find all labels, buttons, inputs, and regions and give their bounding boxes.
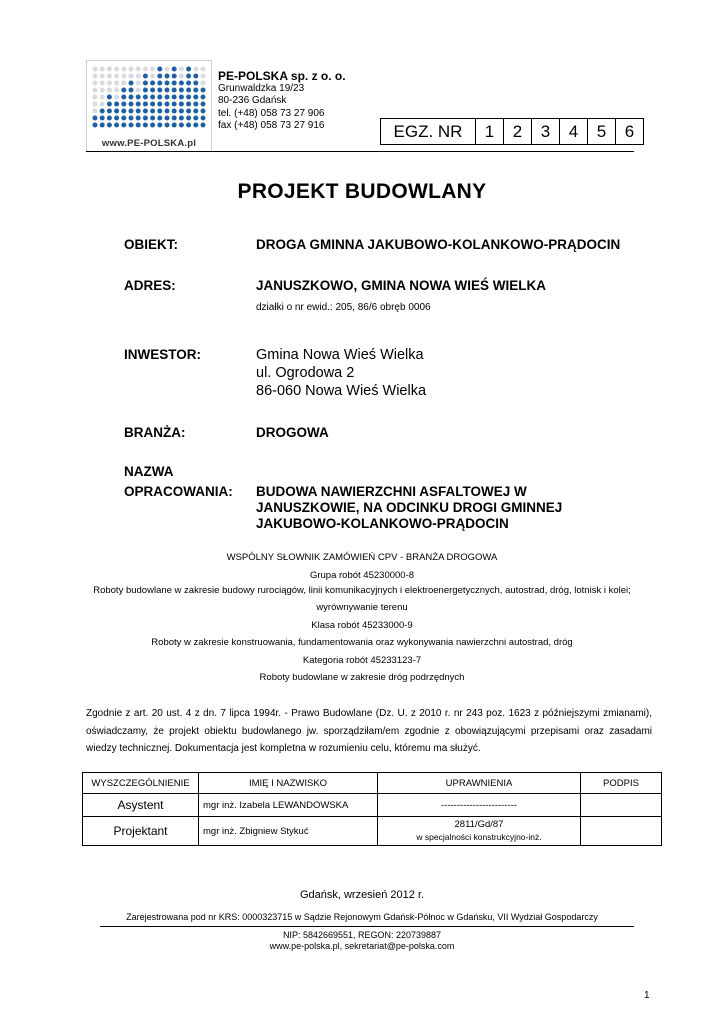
copy-number-box [380,118,644,145]
logo-dot [172,81,177,86]
cpv-group-desc: Roboty budowlane w zakresie budowy rurociągów, linii komunikacyjnych i elektroenergetycznych, autostrad, dróg, lotnisk i kolei; [93,585,631,596]
page-number: 1 [644,990,650,1001]
logo-dot [165,116,170,121]
logo-dot [165,88,170,93]
logo-dot [100,102,105,107]
logo-dot [179,109,184,114]
logo-dot [143,116,148,121]
logo-dot [157,67,162,72]
logo-dot [107,109,112,114]
logo-dot [193,116,198,121]
logo-dot [150,74,155,79]
contact-web-email: www.pe-polska.pl, sekretariat@pe-polska.com [269,941,455,951]
company-phone: tel. (+48) 058 73 27 906 [218,107,325,119]
logo-dot [179,123,184,128]
logo-dot [100,95,105,100]
logo-dot [201,95,206,100]
logo-dot [93,88,98,93]
logo-dot [193,88,198,93]
copy-number-label: EGZ. NR [381,119,476,144]
obiekt-value: DROGA GMINNA JAKUBOWO-KOLANKOWO-PRĄDOCIN [256,237,621,252]
logo-dot [201,109,206,114]
logo-dot [114,67,119,72]
logo-dot [143,88,148,93]
adres-value: JANUSZKOWO, GMINA NOWA WIEŚ WIELKA [256,278,546,293]
logo-dot [150,67,155,72]
inwestor-city: 86-060 Nowa Wieś Wielka [256,383,427,399]
logo-dot [150,102,155,107]
header-cell-name: IMIĘ I NAZWISKO [199,773,378,794]
branza-value: DROGOWA [256,425,329,440]
logo-dot [136,74,141,79]
logo-dot [93,95,98,100]
role-cell: Asystent [83,794,199,817]
logo-dot [172,116,177,121]
logo-dot [121,74,126,79]
logo-dot [186,74,191,79]
logo-dot [193,123,198,128]
logo-dot [136,116,141,121]
logo-dot [193,81,198,86]
cpv-class: Klasa robót 45233000-9 [311,620,413,631]
logo-dot [114,88,119,93]
logo-dot [114,102,119,107]
logo-dot [172,102,177,107]
logo-dot [114,109,119,114]
logo-dot [121,95,126,100]
logo-dot [172,74,177,79]
logo-dot [201,88,206,93]
logo-dot [165,123,170,128]
logo-dot [107,74,112,79]
logo-dot [129,88,134,93]
copy-number-1: 1 [476,119,504,144]
logo-dot [121,102,126,107]
registration-info: Zarejestrowana pod nr KRS: 0000323715 w Sądzie Rejonowym Gdańsk-Północ w Gdańsku, VII Wydział Gospodarczy [126,912,598,922]
logo-dot [136,109,141,114]
logo-dot [193,102,198,107]
logo-dot [114,74,119,79]
logo-dot [172,67,177,72]
header-cell-role: WYSZCZEGÓLNIENIE [83,773,199,794]
name-cell: mgr inż. Izabela LEWANDOWSKA [199,794,378,817]
logo-dot [172,109,177,114]
logo-dot [186,109,191,114]
logo-dot [100,67,105,72]
logo-dot [150,95,155,100]
logo-dot [186,81,191,86]
logo-dot [129,123,134,128]
logo-dot [179,88,184,93]
logo-dot [100,109,105,114]
table-header-row [83,773,662,794]
logo-dot [143,67,148,72]
logo-dot [121,116,126,121]
company-street: Grunwaldzka 19/23 [218,82,305,94]
logo-dot [201,123,206,128]
logo-dot [107,123,112,128]
role-cell: Projektant [83,817,199,846]
logo-dot [165,102,170,107]
logo-dot [129,102,134,107]
logo-dot [114,81,119,86]
logo-dot [121,109,126,114]
logo-dot [129,116,134,121]
logo-dot [186,67,191,72]
logo-dot [121,123,126,128]
logo-dot [150,123,155,128]
header-divider [86,151,634,152]
logo-dot [157,74,162,79]
logo-dot [107,102,112,107]
footer-divider [100,926,634,927]
copy-number-6: 6 [624,121,635,141]
logo-dot [143,81,148,86]
logo-dot [201,81,206,86]
logo-dot [100,74,105,79]
nazwa-value-line2: JANUSZKOWIE, NA ODCINKU DROGI GMINNEJ [256,500,563,515]
logo-dot [129,109,134,114]
place-date: Gdańsk, wrzesień 2012 r. [299,889,425,901]
obiekt-label: OBIEKT: [124,237,178,252]
logo-dot [186,116,191,121]
name-cell: mgr inż. Zbigniew Stykuć [199,817,378,846]
company-name: PE-POLSKA sp. z o. o. [218,69,346,83]
logo-dot [150,116,155,121]
logo-dot [121,88,126,93]
logo-dot [143,102,148,107]
logo-dot [157,95,162,100]
logo-dot [93,67,98,72]
logo-dot [136,88,141,93]
inwestor-name: Gmina Nowa Wieś Wielka [256,347,424,363]
logo-dot-grid [91,65,207,131]
logo-dot [201,67,206,72]
permit-cell: ------------------------ [378,794,581,817]
table-row [83,817,662,846]
cpv-group: Grupa robót 45230000-8 [309,570,415,581]
logo-dot [193,67,198,72]
logo-dot [179,95,184,100]
signature-table [82,772,662,846]
logo-dot [186,95,191,100]
logo-dot [143,109,148,114]
nazwa-label-line1: NAZWA [124,464,174,479]
branza-label: BRANŻA: [124,425,186,440]
permit-cell [378,817,581,846]
logo-dot [157,81,162,86]
logo-dot [179,81,184,86]
logo-dot [136,102,141,107]
logo-dot [172,123,177,128]
logo-dot [165,74,170,79]
cpv-category-desc: Roboty budowlane w zakresie dróg podrzędnych [259,672,465,683]
logo-dot [114,116,119,121]
logo-dot [201,116,206,121]
logo-dot [129,95,134,100]
logo-dot [186,123,191,128]
logo-dot [107,95,112,100]
logo-dot [150,88,155,93]
logo-dot [143,123,148,128]
logo-dot [193,74,198,79]
header-cell-signature: PODPIS [581,773,662,794]
logo-dot [186,88,191,93]
logo-url: www.PE-POLSKA.pl [101,138,197,149]
logo-dot [136,67,141,72]
logo-dot [179,74,184,79]
logo-dot [165,95,170,100]
copy-number-5: 5 [588,119,616,144]
logo-dot [129,67,134,72]
logo-dot [136,81,141,86]
logo-dot [157,88,162,93]
logo-dot [93,81,98,86]
logo-dot [107,67,112,72]
logo-dot [143,95,148,100]
nazwa-label-line2: OPRACOWANIA: [124,484,233,499]
logo-dot [193,95,198,100]
adres-label: ADRES: [124,278,176,293]
logo-dot [201,102,206,107]
inwestor-label: INWESTOR: [124,347,201,362]
company-city: 80-236 Gdańsk [218,95,287,106]
nazwa-value-line1: BUDOWA NAWIERZCHNI ASFALTOWEJ W [256,484,527,499]
cpv-heading: WSPÓLNY SŁOWNIK ZAMÓWIEŃ CPV - BRANŻA DROGOWA [226,552,498,563]
document-title: PROJEKT BUDOWLANY [237,180,487,203]
logo-dot [100,123,105,128]
copy-number-2: 2 [504,119,532,144]
logo-dot [93,116,98,121]
logo-dot [165,81,170,86]
logo-dot [165,67,170,72]
logo-dot [107,116,112,121]
table-row [83,794,662,817]
tax-info [0,930,724,952]
logo-dot [150,109,155,114]
logo-dot [179,116,184,121]
cpv-class-desc: Roboty w zakresie konstruowania, fundamentowania oraz wykonywania nawierzchni autostrad, dróg [151,637,573,648]
signature-cell [581,794,662,817]
logo-dot [129,81,134,86]
company-fax: fax (+48) 058 73 27 916 [218,120,325,131]
nip-regon: NIP: 5842669551, REGON: 220739887 [282,930,442,940]
header-cell-permit: UPRAWNIENIA [378,773,581,794]
logo-dot [157,116,162,121]
company-info [218,70,346,133]
copy-number-4: 4 [560,119,588,144]
permit-number: 2811/Gd/87 [454,819,504,830]
logo-dot [121,67,126,72]
logo-dot [100,88,105,93]
logo-dot [165,109,170,114]
logo-dot [179,67,184,72]
copy-number-3: 3 [532,119,560,144]
logo-dot [136,95,141,100]
declaration-paragraph: Zgodnie z art. 20 ust. 4 z dn. 7 lipca 1994r. - Prawo Budowlane (Dz. U. z 2010 r. nr 243 poz. 1623 z późniejszymi zmianami), oświadczamy, że projekt obiektu budowlanego jw. sporządziłam/em zgodnie z obowiązującymi przepisami oraz zasadami wiedzy technicznej. Dokumentacja jest kompletna w rozumieniu celu, któremu ma służyć. [86,708,652,754]
logo-dot [93,123,98,128]
logo-dot [100,116,105,121]
logo-dot [172,95,177,100]
logo-dot [157,109,162,114]
inwestor-street: ul. Ogrodowa 2 [256,365,355,381]
logo-dot [121,81,126,86]
logo-dot [150,81,155,86]
logo-dot [186,102,191,107]
logo-dot [143,74,148,79]
company-logo [86,60,212,152]
cpv-category: Kategoria robót 45233123-7 [302,655,422,666]
logo-dot [201,74,206,79]
signature-cell [581,817,662,846]
logo-dot [100,81,105,86]
logo-dot [107,81,112,86]
logo-dot [179,102,184,107]
adres-note: działki o nr ewid.: 205, 86/6 obręb 0006 [256,302,431,313]
logo-dot [114,95,119,100]
logo-dot [193,109,198,114]
logo-dot [93,74,98,79]
logo-dot [93,102,98,107]
logo-dot [172,88,177,93]
permit-specialty: w specjalności konstrukcyjno-inż. [416,832,542,842]
nazwa-value-line3: JAKUBOWO-KOLANKOWO-PRĄDOCIN [256,516,509,531]
logo-dot [157,102,162,107]
logo-dot [107,88,112,93]
logo-dot [129,74,134,79]
logo-dot [93,109,98,114]
logo-dot [157,123,162,128]
logo-dot [136,123,141,128]
cpv-group-desc-cont: wyrównywanie terenu [316,602,408,613]
logo-dot [114,123,119,128]
